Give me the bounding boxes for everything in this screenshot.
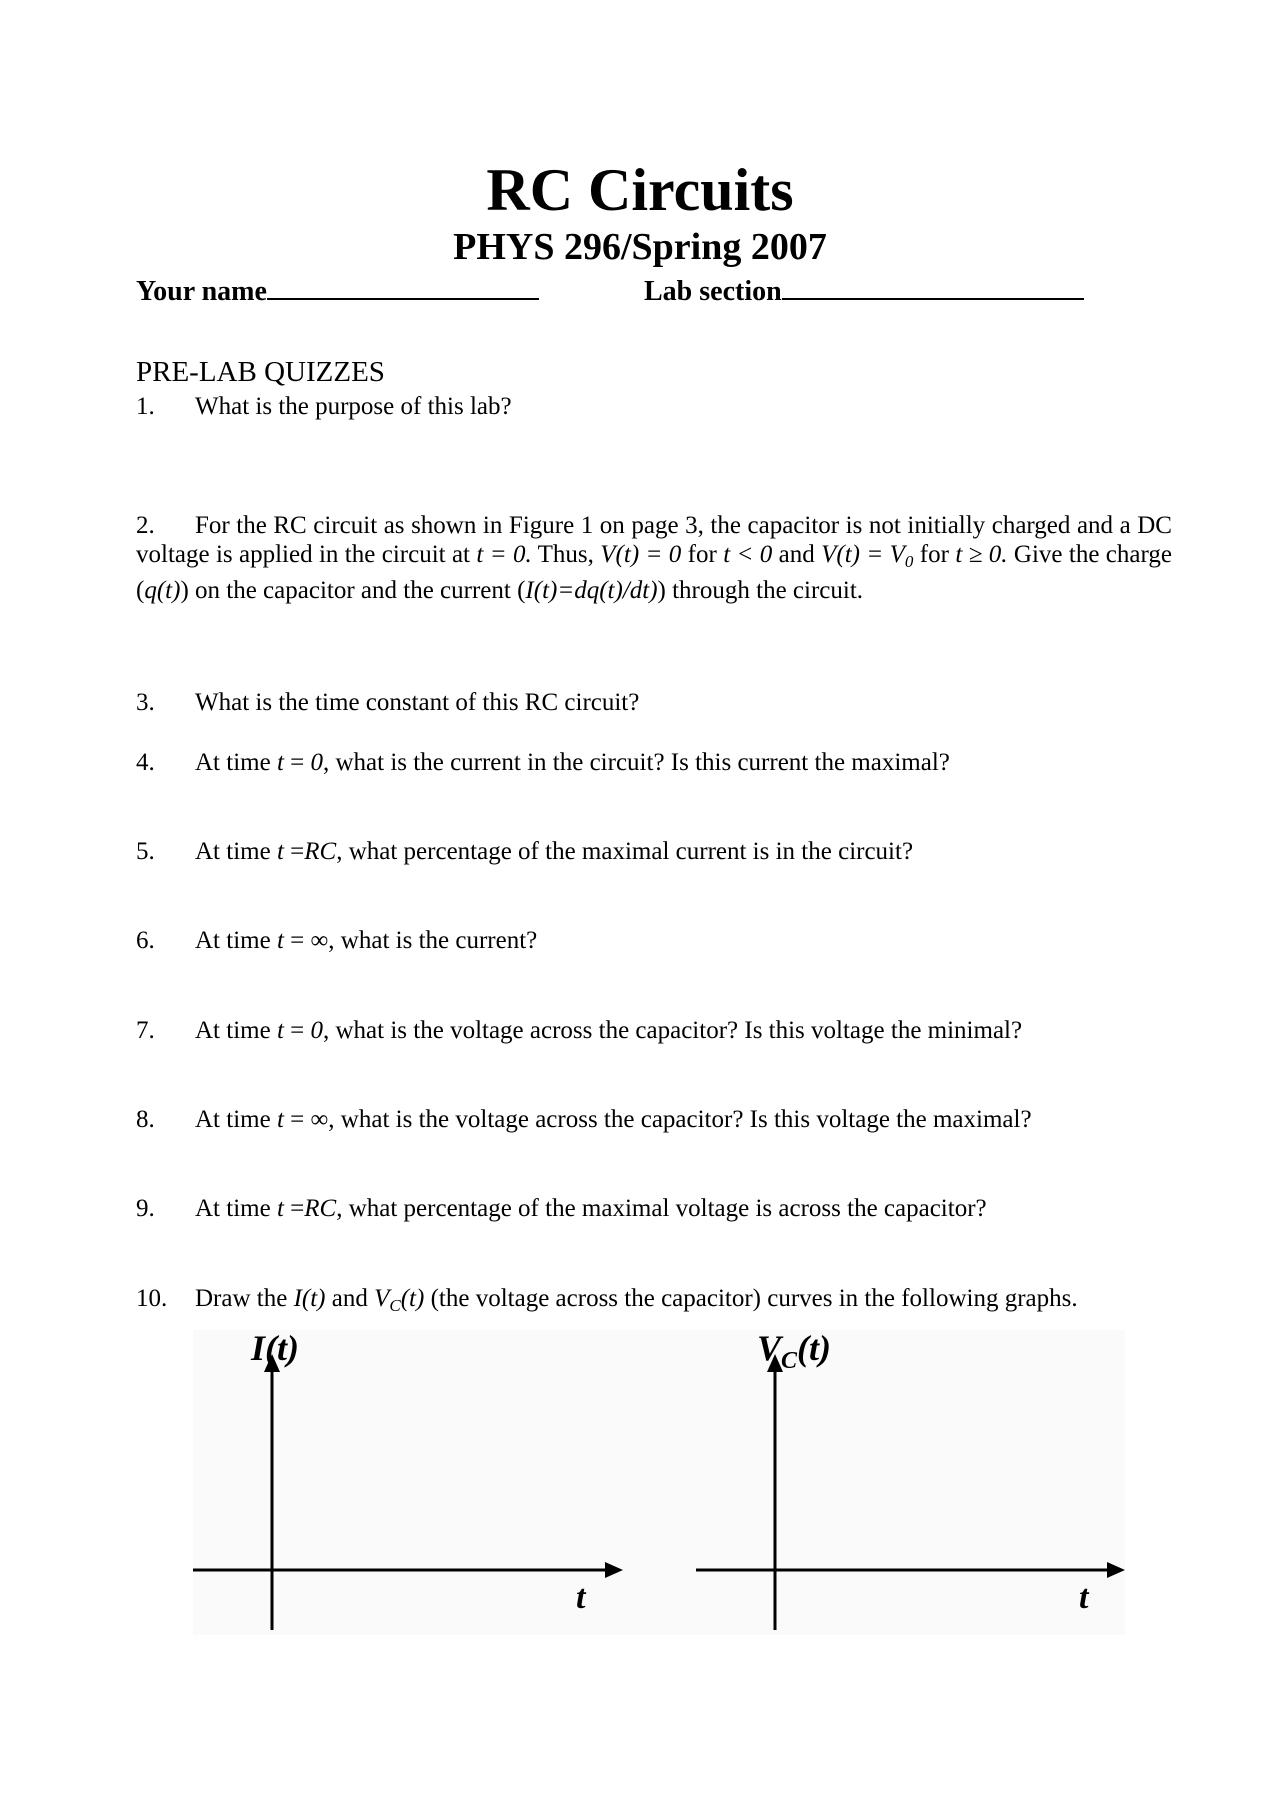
- page-title: RC Circuits: [486, 157, 794, 223]
- lab-section-label: Lab section: [644, 276, 782, 307]
- graphs-area: [193, 1330, 1125, 1635]
- voltage-graph-x-label: t: [1079, 1579, 1089, 1616]
- section-heading: PRE-LAB QUIZZES: [136, 356, 385, 388]
- question-2-number: 2.: [136, 512, 155, 539]
- lab-section-blank[interactable]: [782, 272, 1084, 300]
- current-graph-x-label: t: [576, 1579, 586, 1616]
- question-10: 10. Draw the I(t) and $V_C(t)$ (the voltage across the capacitor) curves in the following graphs.: [136, 1285, 1078, 1315]
- question-4: 4. At time t = 0, what is the current in the circuit? Is this current the maximal?: [136, 749, 950, 776]
- name-blank[interactable]: [267, 272, 539, 300]
- question-6: 6. At time t = ∞, what is the current?: [136, 927, 538, 954]
- question-5: 5. At time t =RC, what percentage of the maximal current is in the circuit?: [136, 838, 914, 865]
- question-7: 7. At time t = 0, what is the voltage across the capacitor? Is this voltage the minimal?: [136, 1017, 1023, 1044]
- question-3: 3. What is the time constant of this RC circuit?: [136, 689, 640, 716]
- question-2: 2. For the RC circuit as shown in Figure 1 on page 3, the capacitor is not initially charged and a DC voltage is applied in the circuit at t = 0. Thus, V(t) = 0 for t < 0 and $V(t) = V_0$ for t ≥ 0. Give the charge (q(t)) on the capacitor and the current (I(t)=dq(t)/dt)) through the circuit.: [136, 512, 1172, 604]
- question-9: 9. At time t =RC, what percentage of the maximal voltage is across the capacitor?: [136, 1195, 987, 1222]
- name-label: Your name: [136, 276, 267, 307]
- current-graph-y-label: I(t): [251, 1330, 299, 1368]
- name-field: [136, 272, 539, 306]
- question-8: 8. At time t = ∞, what is the voltage across the capacitor? Is this voltage the maximal?: [136, 1106, 1032, 1133]
- voltage-graph-y-label: $V_C(t)$: [757, 1330, 832, 1374]
- question-1: 1. What is the purpose of this lab?: [136, 393, 512, 420]
- course-subtitle: PHYS 296/Spring 2007: [453, 226, 827, 268]
- graphs-background: [193, 1330, 1125, 1635]
- lab-section-field: [644, 272, 1084, 306]
